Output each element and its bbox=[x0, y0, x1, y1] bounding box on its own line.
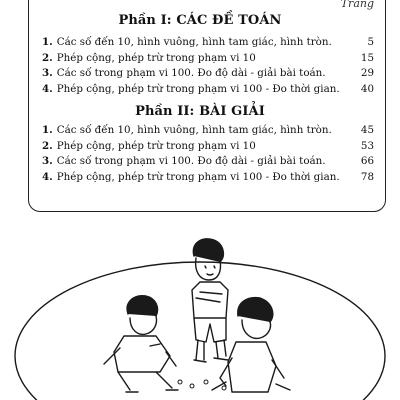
toc-entry-page: 53 bbox=[360, 139, 374, 152]
crouching-boy-left bbox=[104, 296, 178, 392]
toc-entry-page: 40 bbox=[360, 82, 374, 95]
toc-entry-title: 2. Phép cộng, phép trừ trong phạm vi 10 bbox=[42, 51, 256, 64]
toc-entry-title: 4. Phép cộng, phép trừ trong phạm vi 100 - Đo thời gian. bbox=[42, 170, 340, 183]
page-column-label: Trang bbox=[340, 0, 374, 10]
section-solutions-list bbox=[42, 124, 374, 186]
toc-entry[interactable] bbox=[42, 155, 374, 171]
toc-entry-title: 1. Các số đến 10, hình vuông, hình tam giác, hình tròn. bbox=[42, 124, 332, 136]
toc-entry-title: 2. Phép cộng, phép trừ trong phạm vi 10 bbox=[42, 139, 256, 152]
children-playing-illustration bbox=[0, 232, 400, 400]
section-title-problems: Phần I: CÁC ĐỀ TOÁN bbox=[118, 13, 282, 28]
marbles bbox=[178, 380, 226, 390]
section-title-solutions: Phần II: BÀI GIẢI bbox=[135, 104, 265, 119]
toc-entry[interactable] bbox=[42, 52, 374, 68]
section-problems-list bbox=[42, 36, 374, 98]
toc-entry[interactable] bbox=[42, 36, 374, 52]
toc-entry[interactable] bbox=[42, 171, 374, 187]
toc-entry[interactable] bbox=[42, 83, 374, 99]
toc-entry-title: 3. Các số trong phạm vi 100. Đo độ dài - giải bài toán. bbox=[42, 155, 326, 167]
toc-entry-page: 78 bbox=[360, 170, 374, 183]
toc-entry-page: 45 bbox=[360, 124, 374, 136]
toc-entry-title: 4. Phép cộng, phép trừ trong phạm vi 100 - Đo thời gian. bbox=[42, 82, 340, 95]
toc-entry[interactable] bbox=[42, 140, 374, 156]
toc-entry[interactable] bbox=[42, 67, 374, 83]
toc-entry-title: 3. Các số trong phạm vi 100. Đo độ dài - giải bài toán. bbox=[42, 67, 326, 79]
toc-entry-page: 29 bbox=[360, 67, 374, 79]
standing-boy bbox=[192, 239, 228, 362]
toc-entry-page: 66 bbox=[360, 155, 374, 167]
sitting-boy-right bbox=[212, 298, 290, 392]
toc-entry-page: 5 bbox=[367, 36, 374, 48]
toc-entry-title: 1. Các số đến 10, hình vuông, hình tam giác, hình tròn. bbox=[42, 36, 332, 48]
toc-entry-page: 15 bbox=[360, 51, 374, 64]
toc-entry[interactable] bbox=[42, 124, 374, 140]
